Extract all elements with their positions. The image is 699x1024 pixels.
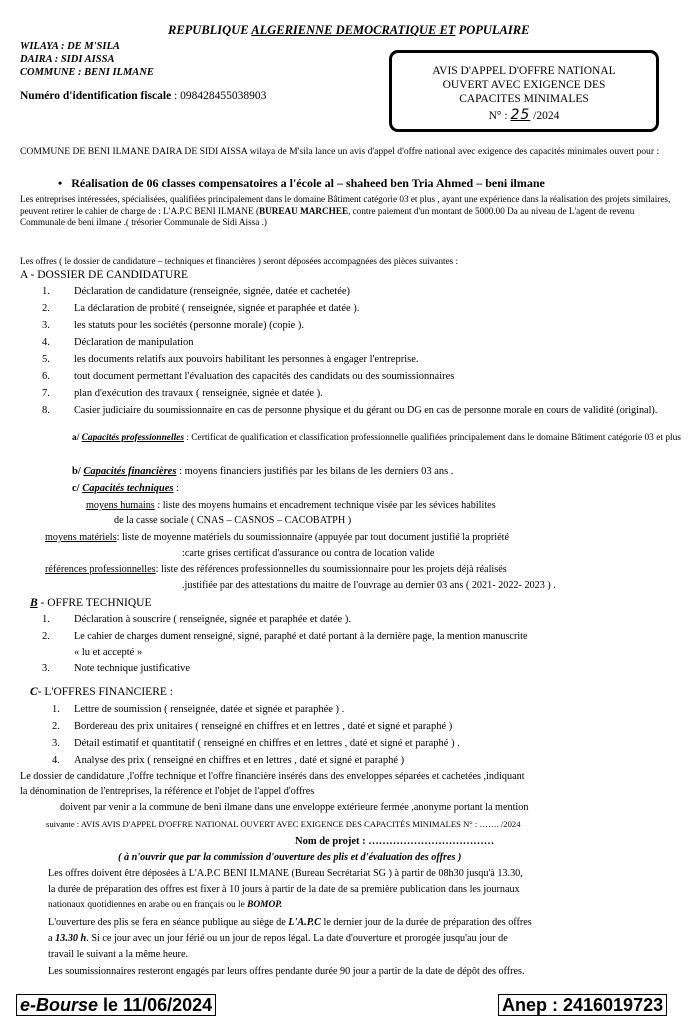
wilaya-line: WILAYA : DE M'SILA: [20, 41, 120, 52]
list-item: les documents relatifs aux pouvoirs habilitant les personnes à engager l'entreprise.: [74, 354, 419, 365]
moyens-materiels-label: moyens matériels: [45, 532, 117, 543]
references-professionnelles: [45, 563, 507, 576]
deposit-line: [48, 899, 282, 912]
opening-part: le dernier jour de la durée de préparation des offres: [320, 917, 532, 928]
envelopes-line: la dénomination de l'entreprises, la référence et l'objet de l'appel d'offres: [20, 786, 315, 797]
moyens-materiels-text: : liste de moyenne matériels du soumissionnaire (appuyée par tout document justifié la propriété: [116, 532, 509, 543]
section-a-title: A - DOSSIER DE CANDIDATURE: [20, 269, 189, 281]
list-item: La déclaration de probité ( renseignée, signée et paraphée et datée ).: [74, 303, 360, 314]
notice-number-prefix: N° :: [488, 110, 511, 122]
cap-prefix: a/: [72, 433, 82, 443]
list-item: Déclaration de candidature (renseignée, signée, datée et cachetée): [74, 286, 351, 297]
cap-label: Capacités financières: [83, 466, 177, 477]
list-number: 2.: [42, 631, 50, 642]
notice-line: AVIS D'APPEL D'OFFRE NATIONAL: [432, 65, 616, 77]
deposit-bomop: BOMOP.: [247, 900, 283, 910]
opening-part: L'ouverture des plis se fera en séance publique au siège de: [48, 917, 289, 928]
source-label: [16, 994, 216, 1016]
list-item: plan d'exécution des travaux ( renseignée, signée et datée ).: [74, 388, 323, 399]
mention-line: suivante : AVIS AVIS D'APPEL D'OFFRE NATIONAL OUVERT AVEC EXIGENCE DES CAPACITÉS MINIMALES N° : ……. /2024: [46, 819, 521, 829]
list-number: 6.: [42, 371, 50, 382]
list-item: Déclaration de manipulation: [74, 337, 194, 348]
anep-number: Anep : 2416019723: [498, 994, 667, 1016]
opening-line: travail le suivant a la même heure.: [48, 949, 189, 960]
list-number: 3.: [42, 663, 50, 674]
opening-line: [48, 916, 532, 929]
list-item: Bordereau des prix unitaires ( renseigné en chiffres et en lettres , daté et signé et paraphé ): [74, 721, 453, 732]
eligibility-part: Les entreprises intéressées, spécialisées, qualifiées principalement dans le domaine Bâtiment catégorie 03 et plus , ayant une expérience dans la réalisation des projets similaires, peuvent retirer le cahier de charge de : L'A.P.C BENI ILMANE (: [20, 194, 671, 216]
list-number: 1.: [42, 614, 50, 625]
offers-intro: Les offres ( le dossier de candidature – techniques et financières ) seront déposées accompagnées des pièces suivantes :: [20, 256, 459, 266]
cap-text: : moyens financiers justifiés par les bilans de les derniers 03 ans .: [176, 466, 454, 477]
deposit-part: nationaux quotidiennes en arabe ou en français ou le: [48, 900, 248, 910]
moyens-materiels-cont: :carte grises certificat d'assurance ou contra de location valide: [182, 548, 435, 559]
cap-text: : Certificat de qualification et classification professionnelle qualifiées principalement dans le domaine Bâtiment catégorie 03 et plus: [183, 433, 681, 443]
moyens-humains: [86, 499, 496, 512]
moyens-humains-text: : liste des moyens humains et encadrement technique visée par les sévices habilites: [154, 500, 496, 511]
cap-label: Capacités professionnelles: [81, 433, 184, 443]
list-item: Le cahier de charges dument renseigné, signé, paraphé et daté portant à la dernière page, la mention manuscrite: [74, 631, 528, 642]
fiscal-id-line: [20, 89, 266, 103]
list-item: Lettre de soumission ( renseignée, datée et signée et paraphée ) .: [74, 704, 345, 715]
list-number: 3.: [42, 320, 50, 331]
fiscal-id-value: : 098428455038903: [171, 90, 267, 102]
list-number: 2.: [52, 721, 60, 732]
list-number: 4.: [42, 337, 50, 348]
list-number: 1.: [52, 704, 60, 715]
list-number: 8.: [42, 405, 50, 416]
deposit-line: Les offres doivent être déposées à L'A.P.C BENI ILMANE (Bureau Secrétariat SG ) à partir de 08h30 jusqu'à 13.30,: [48, 868, 523, 879]
eligibility-text: [20, 194, 680, 229]
eligibility-bold: BUREAU MARCHEE: [259, 205, 349, 216]
engagement-line: Les soumissionnaires resteront engagés par leurs offres pendante durée 90 jour a partir de la date de dépôt des offres.: [48, 966, 525, 977]
cap-label: Capacités techniques: [82, 483, 174, 494]
references-cont: .justifiée par des attestations du maitre de l'ouvrage au dernier 03 ans ( 2021- 2022- 2023 ) .: [182, 580, 556, 591]
list-item: Déclaration à souscrire ( renseignée, signée et paraphée et datée ).: [74, 614, 351, 625]
section-letter: C: [30, 686, 38, 698]
list-item: Analyse des prix ( renseigné en chiffres et en lettres , daté et signé et paraphé ): [74, 755, 405, 766]
notice-line: OUVERT AVEC EXIGENCE DES: [442, 79, 606, 91]
moyens-materiels: [45, 531, 509, 544]
capacites-financieres: [72, 465, 453, 478]
notice-number: [392, 108, 656, 123]
list-item: tout document permettant l'évaluation des capacités des candidats ou des soumissionnaires: [74, 371, 455, 382]
section-title-text: - OFFRE TECHNIQUE: [37, 597, 152, 609]
title-part: ALGERIENNE DEMOCRATIQUE ET: [251, 23, 456, 37]
list-number: 2.: [42, 303, 50, 314]
handwritten-mention: « lu et accepté »: [74, 647, 143, 658]
project-title-text: Réalisation de 06 classes compensatoires a l'école al – shaheed ben Tria Ahmed – beni ilmane: [71, 176, 545, 190]
list-number: 4.: [52, 755, 60, 766]
deposit-line: la durée de préparation des offres est fixer à 10 jours à partir de la date de sa première publication dans les journaux: [48, 884, 520, 895]
notice-number-suffix: /2024: [530, 110, 560, 122]
opening-part: a: [48, 933, 56, 944]
list-number: 1.: [42, 286, 50, 297]
title-part: POPULAIRE: [455, 23, 530, 37]
references-label: références professionnelles: [45, 564, 156, 575]
references-text: : liste des références professionnelles du soumissionnaire pour les projets déjà réalisés: [155, 564, 507, 575]
notice-box: [389, 50, 659, 132]
moyens-humains-cont: de la casse sociale ( CNAS – CASNOS – CACOBATPH ): [114, 515, 352, 526]
page-title: [168, 24, 529, 37]
anep-label: [498, 994, 667, 1016]
cap-prefix: c/: [72, 483, 83, 494]
fiscal-id-label: Numéro d'identification fiscale: [20, 90, 172, 102]
intro-text: COMMUNE DE BENI ILMANE DAIRA DE SIDI AISSA wilaya de M'sila lance un avis d'appel d'offre national avec exigence des capacités minimales ouvert pour :: [20, 146, 660, 157]
envelopes-line: doivent par venir a la commune de beni ilmane dans une enveloppe extérieure fermée ,anonyme portant la mention: [60, 802, 529, 813]
capacites-professionnelles: [72, 433, 684, 445]
list-item: Casier judiciaire du soumissionnaire en cas de personne physique et du gérant ou DG en cas de personne morale en cours de validité (original).: [74, 405, 658, 416]
list-number: 5.: [42, 354, 50, 365]
source-box: [16, 994, 216, 1016]
list-item: Détail estimatif et quantitatif ( renseigné en chiffres et en lettres , daté et signé et paraphé ) .: [74, 738, 460, 749]
section-letter: B: [30, 597, 38, 609]
list-number: 7.: [42, 388, 50, 399]
moyens-humains-label: moyens humains: [86, 500, 155, 511]
capacites-techniques: [72, 482, 179, 495]
opening-hour: 13.30 h: [55, 933, 87, 944]
cap-text: :: [173, 483, 180, 494]
cap-prefix: b/: [72, 466, 84, 477]
notice-line: CAPACITES MINIMALES: [459, 93, 589, 105]
project-name-line: Nom de projet : ………………………………: [295, 836, 495, 847]
section-c-title: [30, 685, 173, 699]
title-part: REPUBLIQUE: [168, 23, 252, 37]
section-title-text: - L'OFFRES FINANCIERE :: [37, 686, 173, 698]
daira-line: DAIRA : SIDI AISSA: [20, 54, 115, 65]
envelopes-line: Le dossier de candidature ,l'offre technique et l'offre financière insérés dans des enveloppes séparées et cachetées ,indiquant: [20, 771, 525, 782]
do-not-open-note: ( à n'ouvrir que par la commission d'ouverture des plis et d'évaluation des offres ): [118, 852, 462, 863]
opening-part: . Si ce jour avec un jour férié ou un jour de repos légal. La date d'ouverture et prorogée jusqu'au jour de: [86, 933, 508, 944]
list-item: Note technique justificative: [74, 663, 191, 674]
handwritten-number: 25: [510, 107, 531, 123]
list-number: 3.: [52, 738, 60, 749]
source-date: le 11/06/2024: [98, 995, 213, 1015]
opening-apc: L'A.P.C: [288, 917, 321, 928]
section-b-title: [30, 596, 152, 610]
opening-line: [48, 932, 508, 945]
list-item: les statuts pour les sociétés (personne morale) (copie ).: [74, 320, 305, 331]
eligibility-part: , contre paiement d'un montant de 5000.00 Da au niveau de L'agent de revenu Communale de beni ilmane .( trésorier Communale de Sidi Aissa .): [20, 205, 635, 227]
commune-line: COMMUNE : BENI ILMANE: [20, 67, 154, 78]
project-title: • Réalisation de 06 classes compensatoires a l'école al – shaheed ben Tria Ahmed – beni ilmane: [58, 176, 545, 190]
source-brand: e-Bourse: [20, 995, 99, 1015]
